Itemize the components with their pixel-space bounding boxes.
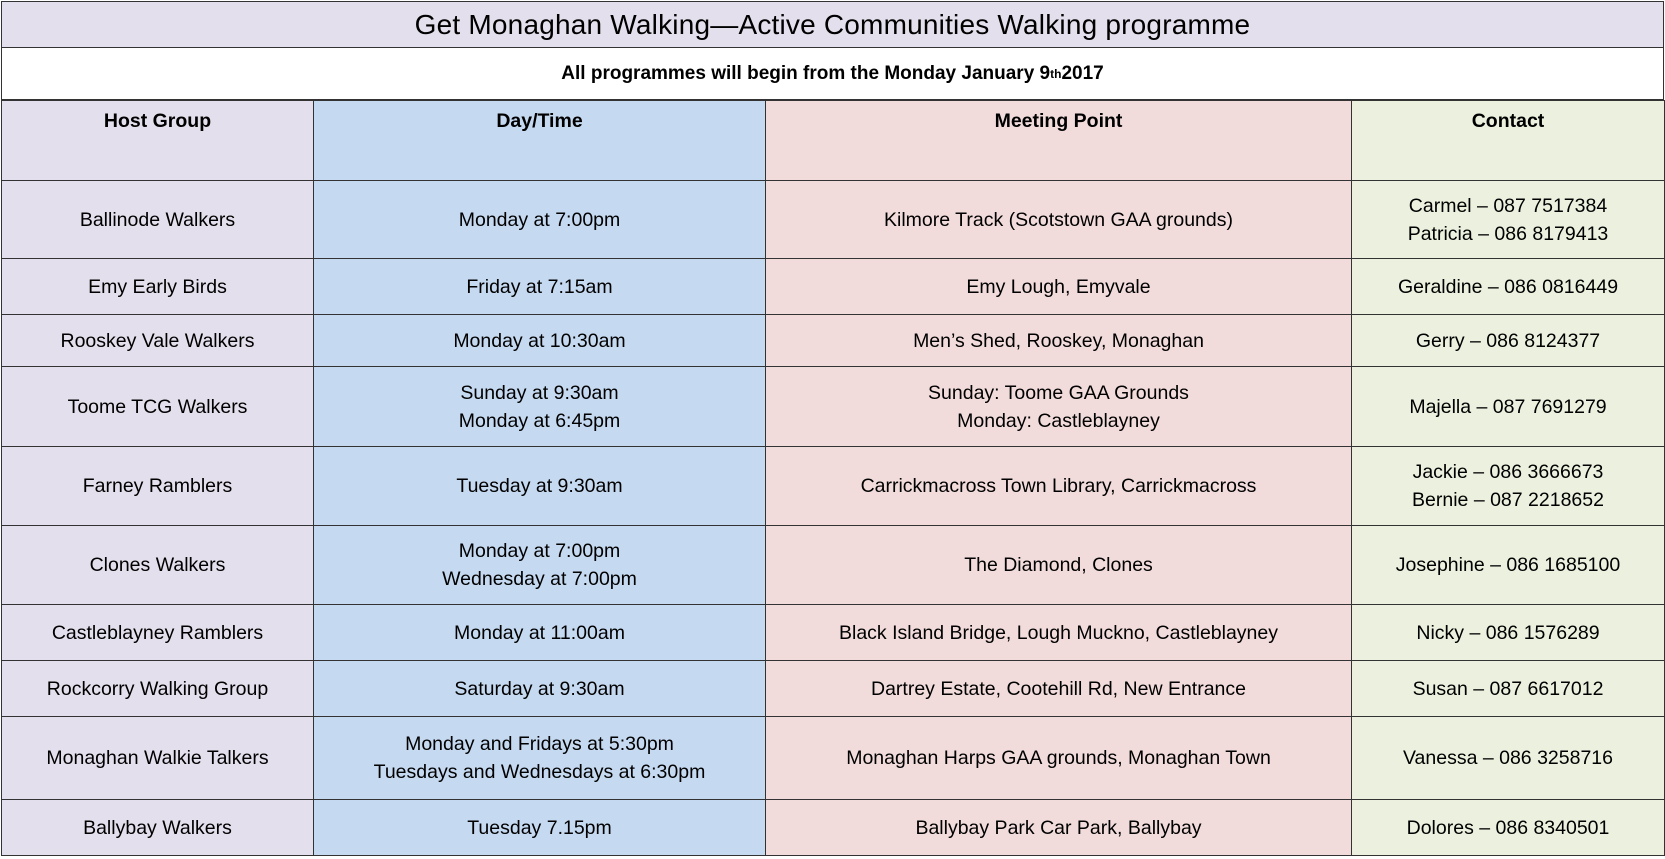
contact-cell	[1352, 181, 1665, 259]
day-time-cell	[314, 605, 766, 661]
host-group-cell: Clones Walkers	[2, 526, 314, 605]
contact-cell	[1352, 447, 1665, 526]
contact-line: Vanessa – 086 3258716	[1403, 747, 1613, 769]
day-time-cell	[314, 181, 766, 259]
host-group-cell: Monaghan Walkie Talkers	[2, 717, 314, 800]
contact-line: Bernie – 087 2218652	[1412, 489, 1604, 511]
meeting-point-line: Black Island Bridge, Lough Muckno, Castleblayney	[839, 621, 1278, 644]
start-date-year: 2017	[1061, 62, 1104, 84]
header-meeting-point: Meeting Point	[766, 101, 1352, 181]
host-group-cell: Farney Ramblers	[2, 447, 314, 526]
host-group-cell: Emy Early Birds	[2, 259, 314, 315]
meeting-point-line: Sunday: Toome GAA Grounds	[928, 381, 1189, 404]
page-title: Get Monaghan Walking—Active Communities Walking programme	[1, 1, 1664, 48]
table-row	[2, 367, 1665, 447]
table-row	[2, 259, 1665, 315]
day-time-line: Monday at 11:00am	[454, 621, 625, 644]
table-row	[2, 315, 1665, 367]
contact-line: Gerry – 086 8124377	[1415, 329, 1601, 352]
contact-cell	[1352, 661, 1665, 717]
meeting-point-line: Carrickmacross Town Library, Carrickmacross	[860, 475, 1257, 497]
table-row	[2, 447, 1665, 526]
meeting-point-cell	[766, 661, 1352, 717]
day-time-line: Friday at 7:15am	[466, 275, 613, 298]
table-body	[2, 181, 1665, 856]
meeting-point-cell	[766, 605, 1352, 661]
table-header-row	[2, 101, 1665, 181]
contact-line: Jackie – 086 3666673	[1412, 461, 1604, 483]
meeting-point-cell	[766, 181, 1352, 259]
contact-line: Susan – 087 6617012	[1412, 677, 1604, 700]
contact-cell	[1352, 259, 1665, 315]
contact-cell	[1352, 367, 1665, 447]
table-row	[2, 661, 1665, 717]
contact-line: Dolores – 086 8340501	[1406, 816, 1610, 839]
meeting-point-cell	[766, 447, 1352, 526]
day-time-line: Monday and Fridays at 5:30pm	[405, 733, 674, 755]
host-group-cell: Castleblayney Ramblers	[2, 605, 314, 661]
day-time-line: Monday at 10:30am	[453, 329, 626, 352]
meeting-point-line: Emy Lough, Emyvale	[966, 275, 1151, 298]
host-group-cell: Ballybay Walkers	[2, 800, 314, 856]
meeting-point-cell	[766, 259, 1352, 315]
meeting-point-cell	[766, 315, 1352, 367]
day-time-cell	[314, 367, 766, 447]
programme-table	[1, 100, 1665, 856]
meeting-point-line: Ballybay Park Car Park, Ballybay	[915, 816, 1202, 839]
contact-cell	[1352, 800, 1665, 856]
day-time-line: Saturday at 9:30am	[454, 677, 625, 700]
meeting-point-cell	[766, 526, 1352, 605]
contact-line: Patricia – 086 8179413	[1407, 222, 1609, 245]
header-contact: Contact	[1352, 101, 1665, 181]
day-time-line: Tuesdays and Wednesdays at 6:30pm	[373, 761, 706, 783]
day-time-cell	[314, 661, 766, 717]
meeting-point-line: Monday: Castleblayney	[957, 409, 1160, 432]
meeting-point-line: Men’s Shed, Rooskey, Monaghan	[913, 329, 1204, 352]
contact-line: Josephine – 086 1685100	[1395, 554, 1621, 576]
contact-cell	[1352, 605, 1665, 661]
header-day-time: Day/Time	[314, 101, 766, 181]
day-time-line: Monday at 6:45pm	[458, 409, 621, 432]
day-time-cell	[314, 526, 766, 605]
day-time-cell	[314, 315, 766, 367]
day-time-line: Sunday at 9:30am	[460, 381, 619, 404]
table-row	[2, 605, 1665, 661]
table-row	[2, 800, 1665, 856]
contact-line: Nicky – 086 1576289	[1416, 621, 1600, 644]
meeting-point-line: The Diamond, Clones	[964, 554, 1153, 576]
day-time-line: Tuesday at 9:30am	[456, 475, 623, 497]
start-date-note	[1, 48, 1664, 100]
meeting-point-cell	[766, 717, 1352, 800]
day-time-cell	[314, 800, 766, 856]
host-group-cell: Rooskey Vale Walkers	[2, 315, 314, 367]
day-time-line: Monday at 7:00pm	[458, 540, 621, 562]
day-time-cell	[314, 259, 766, 315]
meeting-point-cell	[766, 367, 1352, 447]
host-group-cell: Rockcorry Walking Group	[2, 661, 314, 717]
start-date-ordinal: th	[1050, 66, 1062, 81]
contact-line: Geraldine – 086 0816449	[1397, 275, 1619, 298]
meeting-point-line: Kilmore Track (Scotstown GAA grounds)	[884, 208, 1233, 231]
day-time-cell	[314, 717, 766, 800]
contact-line: Carmel – 087 7517384	[1408, 194, 1608, 217]
header-host-group: Host Group	[2, 101, 314, 181]
day-time-line: Monday at 7:00pm	[458, 208, 621, 231]
day-time-line: Tuesday 7.15pm	[467, 816, 612, 839]
start-date-text: All programmes will begin from the Monday January 9	[561, 62, 1051, 84]
host-group-cell: Ballinode Walkers	[2, 181, 314, 259]
host-group-cell: Toome TCG Walkers	[2, 367, 314, 447]
table-row	[2, 181, 1665, 259]
meeting-point-line: Dartrey Estate, Cootehill Rd, New Entrance	[871, 677, 1246, 700]
contact-cell	[1352, 526, 1665, 605]
day-time-cell	[314, 447, 766, 526]
contact-line: Majella – 087 7691279	[1409, 395, 1607, 418]
contact-cell	[1352, 717, 1665, 800]
meeting-point-line: Monaghan Harps GAA grounds, Monaghan Town	[846, 747, 1271, 769]
day-time-line: Wednesday at 7:00pm	[442, 568, 637, 590]
table-row	[2, 526, 1665, 605]
contact-cell	[1352, 315, 1665, 367]
meeting-point-cell	[766, 800, 1352, 856]
table-row	[2, 717, 1665, 800]
